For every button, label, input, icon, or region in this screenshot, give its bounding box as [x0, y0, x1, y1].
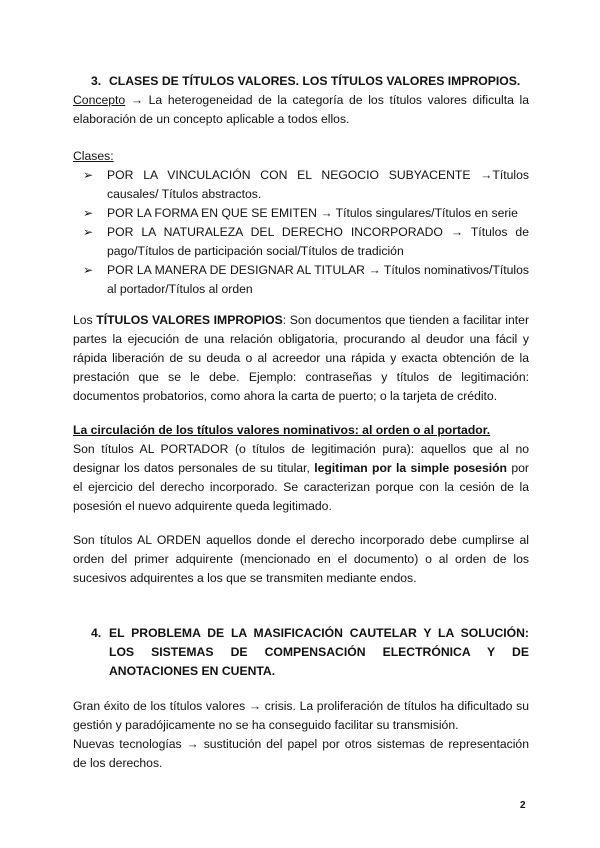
section-3-heading: [91, 72, 529, 91]
list-item: ➢ POR LA MANERA DE DESIGNAR AL TITULAR → Títulos nominativos/Títulos al portador/Títulos al orden: [83, 263, 529, 296]
arrow-bullet-icon: ➢: [83, 206, 94, 220]
section-4-paragraph-1: Gran éxito de los títulos valores → crisis. La proliferación de títulos ha dificultado su gestión y paradójicamente no se ha conseguido facilitar su transmisión.: [73, 699, 529, 732]
arrow-bullet-icon: ➢: [83, 225, 94, 239]
concepto-text: → La heterogeneidad de la categoría de los títulos valores dificulta la elaboración de un concepto aplicable a todos ellos.: [73, 93, 529, 126]
section-4-title: EL PROBLEMA DE LA MASIFICACIÓN CAUTELAR Y LA SOLUCIÓN: LOS SISTEMAS DE COMPENSACIÓN ELECTRÓNICA Y DE ANOTACIONES EN CUENTA.: [109, 626, 529, 678]
clases-label: Clases:: [73, 149, 114, 163]
clases-list: [73, 166, 529, 299]
list-item: ➢ POR LA VINCULACIÓN CON EL NEGOCIO SUBYACENTE →Títulos causales/ Títulos abstractos.: [83, 168, 529, 201]
arrow-bullet-icon: ➢: [83, 263, 94, 277]
list-item: ➢ POR LA NATURALEZA DEL DERECHO INCORPORADO → Títulos de pago/Títulos de participación social/Títulos de tradición: [83, 225, 529, 258]
concepto-label: Concepto: [73, 93, 126, 107]
section-4-paragraph-2: Nuevas tecnologías → sustitución del papel por otros sistemas de representación de los derechos.: [73, 737, 529, 770]
arrow-bullet-icon: ➢: [83, 168, 94, 182]
impropios-term: TÍTULOS VALORES IMPROPIOS: [96, 313, 283, 327]
page-number: 2: [520, 800, 526, 811]
circulacion-heading: La circulación de los títulos valores nominativos: al orden o al portador.: [73, 423, 491, 437]
portador-emphasis: legitiman por la simple posesión: [314, 461, 508, 475]
section-3-number: 3.: [91, 74, 102, 88]
list-item: ➢ POR LA FORMA EN QUE SE EMITEN → Títulos singulares/Títulos en serie: [73, 204, 529, 223]
section-3-title: CLASES DE TÍTULOS VALORES. LOS TÍTULOS VALORES IMPROPIOS.: [109, 74, 521, 88]
concepto-paragraph: [73, 91, 529, 129]
section-4-number: 4.: [91, 626, 102, 640]
orden-paragraph: Son títulos AL ORDEN aquellos donde el derecho incorporado debe cumplirse al orden del primer adquirente (mencionado en el documento) o al orden de los sucesivos adquirentes a los que se transmiten mediante endos.: [73, 533, 529, 585]
clases-block: [73, 147, 529, 299]
impropios-paragraph: Los TÍTULOS VALORES IMPROPIOS: Son documentos que tienden a facilitar inter partes la ejecución de una relación obligatoria, procurando al deudor una fácil y rápida liberación de su deuda o al acreedor una rápida y exacta obtención de la prestación que se le debe. Ejemplo: contraseñas y títulos de legitimación: documentos probatorios, como ahora la carta de puerto; o la tarjeta de crédito.: [73, 313, 530, 403]
portador-paragraph: Son títulos AL PORTADOR (o títulos de legitimación pura): aquellos que al no designar los datos personales de su titular, legitiman por la simple posesión por el ejercicio del derecho incorporado. Se caracterizan porque con la cesión de la posesión el nuevo adquirente queda legitimado.: [73, 442, 529, 513]
section-4-heading: [91, 624, 529, 681]
